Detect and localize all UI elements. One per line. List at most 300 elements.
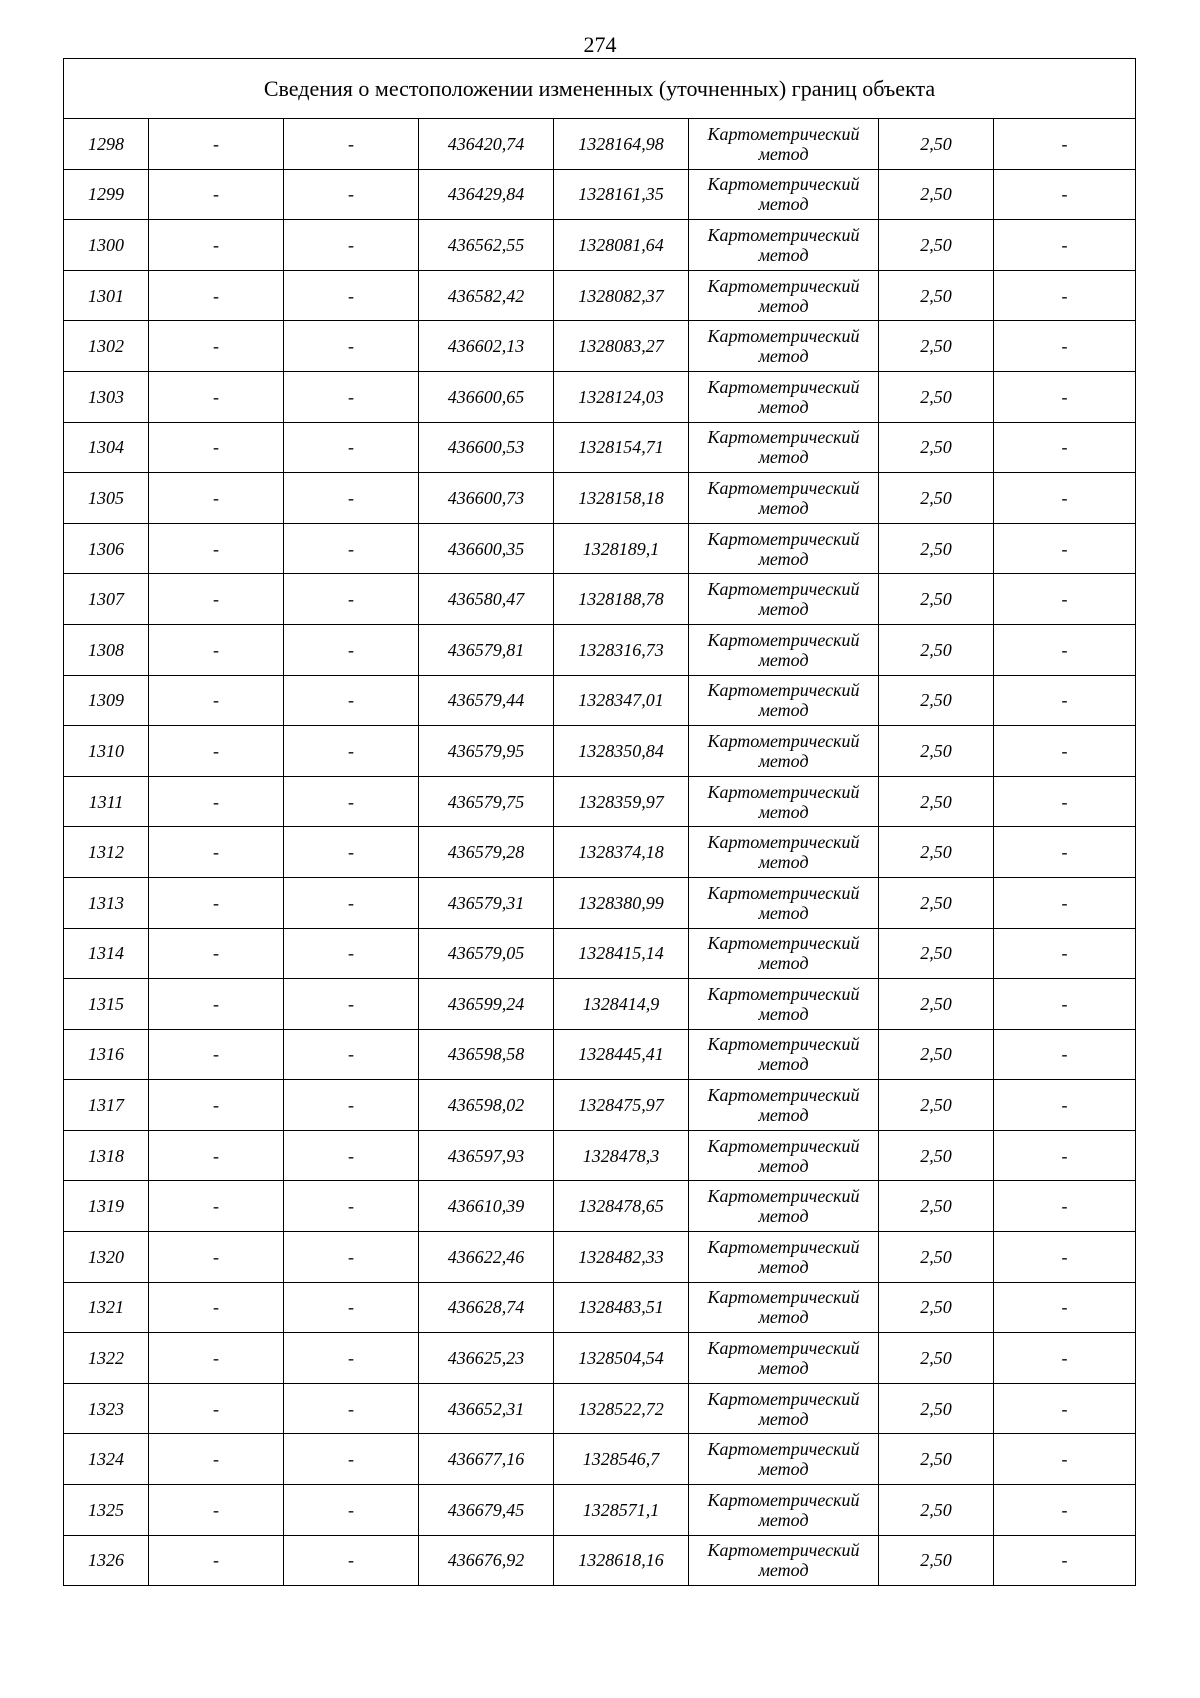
y-coordinate-cell: 1328475,97: [554, 1080, 689, 1131]
method-line-2: метод: [758, 1206, 809, 1227]
point-number-cell: 1321: [64, 1282, 149, 1333]
method-line-2: метод: [758, 447, 809, 468]
empty-cell: -: [994, 1535, 1136, 1586]
empty-cell: -: [994, 1232, 1136, 1283]
accuracy-cell: 2,50: [879, 169, 994, 220]
y-coordinate-cell: 1328546,7: [554, 1434, 689, 1485]
y-coordinate-cell: 1328347,01: [554, 675, 689, 726]
method-line-2: метод: [758, 801, 809, 822]
point-number-cell: 1316: [64, 1029, 149, 1080]
x-coordinate-cell: 436598,58: [419, 1029, 554, 1080]
y-coordinate-cell: 1328124,03: [554, 371, 689, 422]
method-line-1: Картометрический: [707, 781, 860, 802]
empty-cell: -: [149, 1130, 284, 1181]
accuracy-cell: 2,50: [879, 1181, 994, 1232]
y-coordinate-cell: 1328445,41: [554, 1029, 689, 1080]
accuracy-cell: 2,50: [879, 624, 994, 675]
empty-cell: -: [284, 270, 419, 321]
table-row: [64, 928, 1136, 979]
accuracy-cell: 2,50: [879, 675, 994, 726]
method-cell: [689, 220, 879, 271]
method-line-1: Картометрический: [707, 1085, 860, 1106]
y-coordinate-cell: 1328083,27: [554, 321, 689, 372]
method-line-2: метод: [758, 1408, 809, 1429]
method-cell: [689, 675, 879, 726]
accuracy-cell: 2,50: [879, 1434, 994, 1485]
method-line-1: Картометрический: [707, 1034, 860, 1055]
x-coordinate-cell: 436579,05: [419, 928, 554, 979]
empty-cell: -: [149, 877, 284, 928]
empty-cell: -: [284, 1333, 419, 1384]
empty-cell: -: [994, 1485, 1136, 1536]
point-number-cell: 1324: [64, 1434, 149, 1485]
y-coordinate-cell: 1328164,98: [554, 119, 689, 170]
method-cell: [689, 1333, 879, 1384]
x-coordinate-cell: 436562,55: [419, 220, 554, 271]
accuracy-cell: 2,50: [879, 726, 994, 777]
x-coordinate-cell: 436625,23: [419, 1333, 554, 1384]
empty-cell: -: [284, 169, 419, 220]
empty-cell: -: [149, 422, 284, 473]
empty-cell: -: [149, 675, 284, 726]
method-cell: [689, 1535, 879, 1586]
empty-cell: -: [994, 1130, 1136, 1181]
empty-cell: -: [149, 1333, 284, 1384]
empty-cell: -: [149, 1485, 284, 1536]
accuracy-cell: 2,50: [879, 371, 994, 422]
empty-cell: -: [284, 827, 419, 878]
table-title: Сведения о местоположении измененных (уточненных) границ объекта: [64, 59, 1136, 119]
point-number-cell: 1299: [64, 169, 149, 220]
empty-cell: -: [994, 1333, 1136, 1384]
table-row: [64, 1130, 1136, 1181]
empty-cell: -: [994, 928, 1136, 979]
method-cell: [689, 776, 879, 827]
empty-cell: -: [284, 1029, 419, 1080]
method-line-2: метод: [758, 1307, 809, 1328]
empty-cell: -: [994, 169, 1136, 220]
empty-cell: -: [994, 220, 1136, 271]
empty-cell: -: [994, 726, 1136, 777]
method-cell: [689, 877, 879, 928]
empty-cell: -: [994, 1029, 1136, 1080]
empty-cell: -: [994, 321, 1136, 372]
accuracy-cell: 2,50: [879, 1485, 994, 1536]
method-line-1: Картометрический: [707, 933, 860, 954]
x-coordinate-cell: 436579,28: [419, 827, 554, 878]
table-row: [64, 1485, 1136, 1536]
point-number-cell: 1308: [64, 624, 149, 675]
empty-cell: -: [994, 1282, 1136, 1333]
method-cell: [689, 371, 879, 422]
empty-cell: -: [994, 1434, 1136, 1485]
point-number-cell: 1326: [64, 1535, 149, 1586]
empty-cell: -: [284, 928, 419, 979]
x-coordinate-cell: 436597,93: [419, 1130, 554, 1181]
method-cell: [689, 979, 879, 1030]
method-cell: [689, 422, 879, 473]
empty-cell: -: [994, 776, 1136, 827]
empty-cell: -: [149, 1282, 284, 1333]
empty-cell: -: [149, 220, 284, 271]
x-coordinate-cell: 436600,35: [419, 523, 554, 574]
empty-cell: -: [149, 473, 284, 524]
point-number-cell: 1325: [64, 1485, 149, 1536]
y-coordinate-cell: 1328618,16: [554, 1535, 689, 1586]
method-cell: [689, 574, 879, 625]
point-number-cell: 1300: [64, 220, 149, 271]
accuracy-cell: 2,50: [879, 1080, 994, 1131]
y-coordinate-cell: 1328571,1: [554, 1485, 689, 1536]
accuracy-cell: 2,50: [879, 574, 994, 625]
y-coordinate-cell: 1328504,54: [554, 1333, 689, 1384]
empty-cell: -: [149, 624, 284, 675]
method-cell: [689, 1485, 879, 1536]
point-number-cell: 1302: [64, 321, 149, 372]
accuracy-cell: 2,50: [879, 1383, 994, 1434]
empty-cell: -: [149, 928, 284, 979]
empty-cell: -: [284, 422, 419, 473]
method-line-1: Картометрический: [707, 1439, 860, 1460]
table-body: [64, 119, 1136, 1586]
method-line-1: Картометрический: [707, 427, 860, 448]
method-cell: [689, 624, 879, 675]
method-line-1: Картометрический: [707, 477, 860, 498]
method-cell: [689, 1029, 879, 1080]
table-row: [64, 1383, 1136, 1434]
method-line-1: Картометрический: [707, 1540, 860, 1561]
accuracy-cell: 2,50: [879, 270, 994, 321]
method-cell: [689, 1383, 879, 1434]
empty-cell: -: [284, 1383, 419, 1434]
method-line-1: Картометрический: [707, 832, 860, 853]
empty-cell: -: [149, 1434, 284, 1485]
table-row: [64, 1282, 1136, 1333]
empty-cell: -: [994, 574, 1136, 625]
method-line-2: метод: [758, 902, 809, 923]
table-row: [64, 473, 1136, 524]
accuracy-cell: 2,50: [879, 877, 994, 928]
method-cell: [689, 726, 879, 777]
method-line-2: метод: [758, 1155, 809, 1176]
x-coordinate-cell: 436677,16: [419, 1434, 554, 1485]
y-coordinate-cell: 1328482,33: [554, 1232, 689, 1283]
table-row: [64, 574, 1136, 625]
method-line-2: метод: [758, 396, 809, 417]
accuracy-cell: 2,50: [879, 1282, 994, 1333]
empty-cell: -: [284, 220, 419, 271]
method-line-2: метод: [758, 497, 809, 518]
y-coordinate-cell: 1328374,18: [554, 827, 689, 878]
y-coordinate-cell: 1328478,3: [554, 1130, 689, 1181]
x-coordinate-cell: 436579,31: [419, 877, 554, 928]
method-cell: [689, 321, 879, 372]
accuracy-cell: 2,50: [879, 1029, 994, 1080]
table-row: [64, 776, 1136, 827]
method-line-2: метод: [758, 1459, 809, 1480]
point-number-cell: 1317: [64, 1080, 149, 1131]
empty-cell: -: [149, 169, 284, 220]
accuracy-cell: 2,50: [879, 1333, 994, 1384]
x-coordinate-cell: 436598,02: [419, 1080, 554, 1131]
empty-cell: -: [994, 675, 1136, 726]
empty-cell: -: [994, 979, 1136, 1030]
method-line-2: метод: [758, 1003, 809, 1024]
method-line-2: метод: [758, 1358, 809, 1379]
accuracy-cell: 2,50: [879, 928, 994, 979]
method-cell: [689, 523, 879, 574]
method-line-1: Картометрический: [707, 1338, 860, 1359]
x-coordinate-cell: 436580,47: [419, 574, 554, 625]
method-cell: [689, 1130, 879, 1181]
x-coordinate-cell: 436599,24: [419, 979, 554, 1030]
y-coordinate-cell: 1328478,65: [554, 1181, 689, 1232]
y-coordinate-cell: 1328188,78: [554, 574, 689, 625]
x-coordinate-cell: 436579,81: [419, 624, 554, 675]
method-line-1: Картометрический: [707, 882, 860, 903]
empty-cell: -: [994, 827, 1136, 878]
method-line-1: Картометрический: [707, 579, 860, 600]
accuracy-cell: 2,50: [879, 473, 994, 524]
empty-cell: -: [149, 776, 284, 827]
y-coordinate-cell: 1328189,1: [554, 523, 689, 574]
point-number-cell: 1323: [64, 1383, 149, 1434]
empty-cell: -: [284, 776, 419, 827]
method-cell: [689, 119, 879, 170]
page-number: 274: [583, 32, 617, 57]
method-line-1: Картометрический: [707, 629, 860, 650]
empty-cell: -: [284, 1485, 419, 1536]
method-line-2: метод: [758, 1054, 809, 1075]
y-coordinate-cell: 1328161,35: [554, 169, 689, 220]
point-number-cell: 1315: [64, 979, 149, 1030]
table-row: [64, 1535, 1136, 1586]
method-line-2: метод: [758, 750, 809, 771]
method-line-1: Картометрический: [707, 376, 860, 397]
method-line-2: метод: [758, 852, 809, 873]
method-line-1: Картометрический: [707, 224, 860, 245]
point-number-cell: 1306: [64, 523, 149, 574]
method-line-1: Картометрический: [707, 1287, 860, 1308]
point-number-cell: 1313: [64, 877, 149, 928]
empty-cell: -: [149, 726, 284, 777]
point-number-cell: 1307: [64, 574, 149, 625]
table-row: [64, 675, 1136, 726]
x-coordinate-cell: 436679,45: [419, 1485, 554, 1536]
method-line-1: Картометрический: [707, 1186, 860, 1207]
accuracy-cell: 2,50: [879, 827, 994, 878]
method-line-2: метод: [758, 649, 809, 670]
point-number-cell: 1320: [64, 1232, 149, 1283]
accuracy-cell: 2,50: [879, 1232, 994, 1283]
y-coordinate-cell: 1328415,14: [554, 928, 689, 979]
empty-cell: -: [149, 1232, 284, 1283]
y-coordinate-cell: 1328483,51: [554, 1282, 689, 1333]
accuracy-cell: 2,50: [879, 776, 994, 827]
table-row: [64, 624, 1136, 675]
method-cell: [689, 1282, 879, 1333]
empty-cell: -: [284, 1130, 419, 1181]
empty-cell: -: [994, 270, 1136, 321]
table-row: [64, 1080, 1136, 1131]
point-number-cell: 1301: [64, 270, 149, 321]
empty-cell: -: [994, 877, 1136, 928]
point-number-cell: 1319: [64, 1181, 149, 1232]
empty-cell: -: [149, 827, 284, 878]
accuracy-cell: 2,50: [879, 523, 994, 574]
empty-cell: -: [149, 270, 284, 321]
x-coordinate-cell: 436652,31: [419, 1383, 554, 1434]
empty-cell: -: [284, 1181, 419, 1232]
method-line-1: Картометрический: [707, 680, 860, 701]
empty-cell: -: [994, 523, 1136, 574]
empty-cell: -: [149, 574, 284, 625]
table-row: [64, 827, 1136, 878]
method-line-2: метод: [758, 953, 809, 974]
x-coordinate-cell: 436600,73: [419, 473, 554, 524]
x-coordinate-cell: 436628,74: [419, 1282, 554, 1333]
empty-cell: -: [149, 979, 284, 1030]
table-row: [64, 371, 1136, 422]
method-line-2: метод: [758, 700, 809, 721]
x-coordinate-cell: 436600,65: [419, 371, 554, 422]
method-line-1: Картометрический: [707, 1236, 860, 1257]
x-coordinate-cell: 436420,74: [419, 119, 554, 170]
table-row: [64, 877, 1136, 928]
table-row: [64, 169, 1136, 220]
empty-cell: -: [284, 979, 419, 1030]
x-coordinate-cell: 436602,13: [419, 321, 554, 372]
table-row: [64, 270, 1136, 321]
point-number-cell: 1311: [64, 776, 149, 827]
method-cell: [689, 473, 879, 524]
method-line-1: Картометрический: [707, 326, 860, 347]
empty-cell: -: [284, 1232, 419, 1283]
x-coordinate-cell: 436622,46: [419, 1232, 554, 1283]
table-row: [64, 523, 1136, 574]
accuracy-cell: 2,50: [879, 220, 994, 271]
y-coordinate-cell: 1328158,18: [554, 473, 689, 524]
method-line-2: метод: [758, 1560, 809, 1581]
method-line-2: метод: [758, 244, 809, 265]
method-line-2: метод: [758, 1105, 809, 1126]
point-number-cell: 1298: [64, 119, 149, 170]
table-row: [64, 422, 1136, 473]
accuracy-cell: 2,50: [879, 119, 994, 170]
method-line-2: метод: [758, 346, 809, 367]
x-coordinate-cell: 436429,84: [419, 169, 554, 220]
x-coordinate-cell: 436579,75: [419, 776, 554, 827]
empty-cell: -: [284, 675, 419, 726]
table-row: [64, 220, 1136, 271]
x-coordinate-cell: 436610,39: [419, 1181, 554, 1232]
empty-cell: -: [149, 1383, 284, 1434]
y-coordinate-cell: 1328380,99: [554, 877, 689, 928]
empty-cell: -: [994, 1080, 1136, 1131]
method-line-2: метод: [758, 143, 809, 164]
table-row: [64, 1434, 1136, 1485]
empty-cell: -: [284, 523, 419, 574]
y-coordinate-cell: 1328154,71: [554, 422, 689, 473]
accuracy-cell: 2,50: [879, 979, 994, 1030]
method-cell: [689, 1080, 879, 1131]
empty-cell: -: [284, 473, 419, 524]
y-coordinate-cell: 1328414,9: [554, 979, 689, 1030]
point-number-cell: 1304: [64, 422, 149, 473]
table-row: [64, 979, 1136, 1030]
method-line-1: Картометрический: [707, 174, 860, 195]
point-number-cell: 1312: [64, 827, 149, 878]
empty-cell: -: [994, 119, 1136, 170]
method-line-2: метод: [758, 194, 809, 215]
x-coordinate-cell: 436579,44: [419, 675, 554, 726]
point-number-cell: 1318: [64, 1130, 149, 1181]
method-line-1: Картометрический: [707, 1135, 860, 1156]
method-line-2: метод: [758, 1256, 809, 1277]
y-coordinate-cell: 1328359,97: [554, 776, 689, 827]
empty-cell: -: [284, 321, 419, 372]
point-number-cell: 1305: [64, 473, 149, 524]
method-line-1: Картометрический: [707, 275, 860, 296]
table-title-row: [64, 59, 1136, 119]
y-coordinate-cell: 1328316,73: [554, 624, 689, 675]
empty-cell: -: [284, 574, 419, 625]
empty-cell: -: [994, 624, 1136, 675]
accuracy-cell: 2,50: [879, 422, 994, 473]
point-number-cell: 1309: [64, 675, 149, 726]
method-line-1: Картометрический: [707, 1388, 860, 1409]
table-row: [64, 1232, 1136, 1283]
empty-cell: -: [149, 1181, 284, 1232]
method-line-2: метод: [758, 599, 809, 620]
empty-cell: -: [994, 1181, 1136, 1232]
empty-cell: -: [284, 624, 419, 675]
method-line-1: Картометрический: [707, 528, 860, 549]
empty-cell: -: [994, 1383, 1136, 1434]
empty-cell: -: [149, 1029, 284, 1080]
empty-cell: -: [149, 1535, 284, 1586]
empty-cell: -: [149, 523, 284, 574]
accuracy-cell: 2,50: [879, 1535, 994, 1586]
empty-cell: -: [149, 1080, 284, 1131]
method-line-2: метод: [758, 1509, 809, 1530]
table-row: [64, 321, 1136, 372]
point-number-cell: 1322: [64, 1333, 149, 1384]
y-coordinate-cell: 1328350,84: [554, 726, 689, 777]
point-number-cell: 1310: [64, 726, 149, 777]
method-line-1: Картометрический: [707, 123, 860, 144]
y-coordinate-cell: 1328081,64: [554, 220, 689, 271]
method-cell: [689, 928, 879, 979]
empty-cell: -: [284, 877, 419, 928]
x-coordinate-cell: 436579,95: [419, 726, 554, 777]
table-row: [64, 119, 1136, 170]
y-coordinate-cell: 1328082,37: [554, 270, 689, 321]
empty-cell: -: [284, 119, 419, 170]
table-row: [64, 1333, 1136, 1384]
method-line-1: Картометрический: [707, 983, 860, 1004]
accuracy-cell: 2,50: [879, 1130, 994, 1181]
method-line-1: Картометрический: [707, 730, 860, 751]
empty-cell: -: [994, 473, 1136, 524]
empty-cell: -: [284, 726, 419, 777]
table-row: [64, 1029, 1136, 1080]
x-coordinate-cell: 436582,42: [419, 270, 554, 321]
table-row: [64, 726, 1136, 777]
method-cell: [689, 1434, 879, 1485]
method-line-2: метод: [758, 295, 809, 316]
method-line-1: Картометрический: [707, 1489, 860, 1510]
